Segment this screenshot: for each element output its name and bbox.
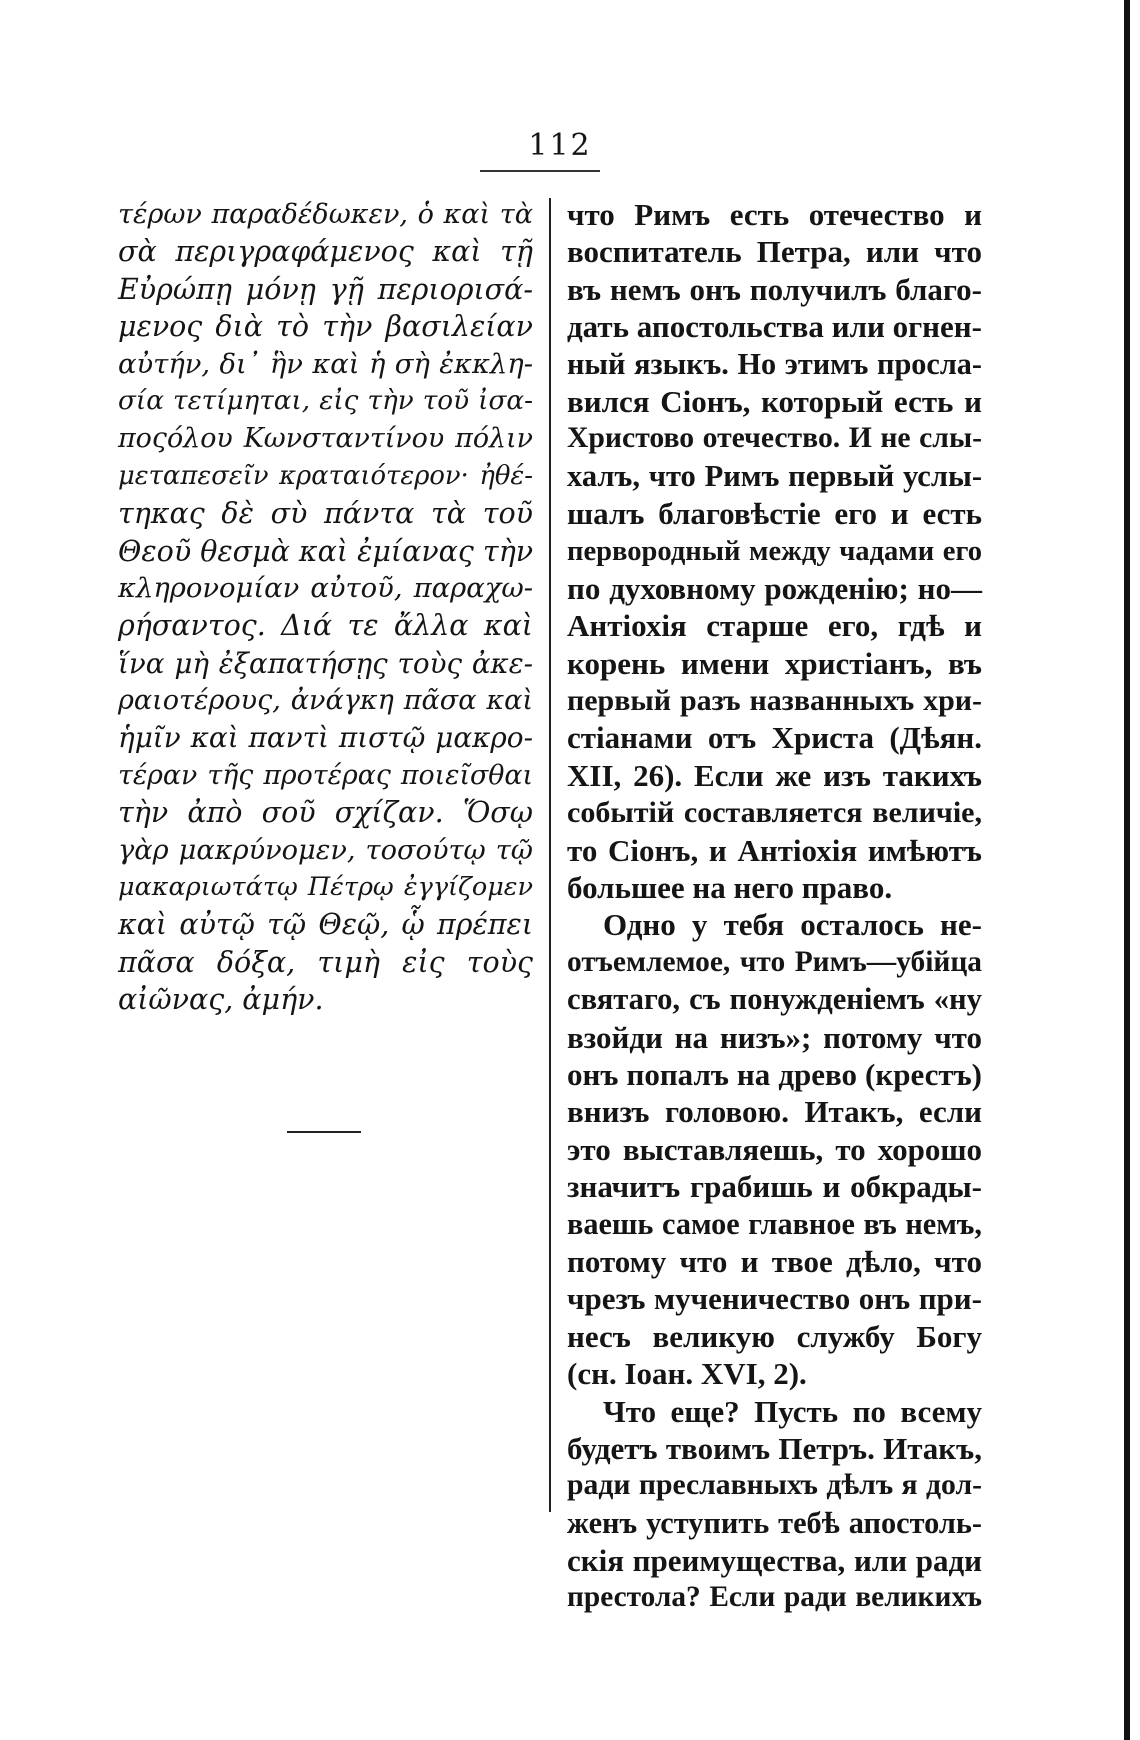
russian-line: будетъ твоимъ Петръ. Итакъ,: [567, 1430, 982, 1466]
russian-line: ный языкъ. Но этимъ просла-: [567, 346, 982, 381]
russian-line: значитъ грабишь и обкрады-: [567, 1169, 982, 1205]
russian-line: шалъ благовѣстіе его и есть: [567, 496, 982, 532]
greek-line: ρήσαντος. Διά τε ἄλλα καὶ: [118, 609, 533, 643]
russian-line: по духовному рожденію; но—: [567, 570, 982, 606]
russian-line: XII, 26). Если же изъ такихъ: [567, 757, 982, 793]
greek-line: σὰ περιγραφάμενος καὶ τῇ: [118, 235, 533, 269]
greek-line: ἵνα μὴ ἐξαπατήσῃς τοὺς ἀκε-: [118, 646, 533, 680]
russian-line: внизъ головою. Итакъ, если: [567, 1094, 982, 1130]
russian-line: воспитатель Петра, или что: [567, 234, 982, 270]
russian-line: женъ уступить тебѣ апостоль-: [567, 1505, 982, 1540]
greek-line: ἡμῖν καὶ παντὶ πιστῷ μακρο-: [118, 721, 533, 755]
greek-line: Εὐρώπῃ μόνῃ γῇ περιορισά-: [118, 272, 533, 306]
greek-line: γὰρ μακρύνομεν, τοσούτῳ τῷ: [118, 834, 533, 866]
greek-line: Θεοῦ θεσμὰ καὶ ἐμίανας τὴν: [118, 534, 534, 568]
russian-line: стіанами отъ Христа (Дѣян.: [567, 720, 982, 756]
russian-line: то Сіонъ, и Антіохія имѣютъ: [567, 832, 982, 868]
russian-line: святаго, съ понужденіемъ «ну: [567, 982, 982, 1017]
greek-line: ποςόλου Κωνσταντίνου πόλιν: [118, 423, 533, 455]
russian-line: первородный между чадами его: [567, 535, 982, 567]
greek-line: σία τετίμηται, εἰς τὴν τοῦ ἰσα-: [118, 385, 533, 416]
greek-column: [118, 196, 533, 1019]
page-edge-shadow: [1124, 0, 1130, 1740]
russian-column: [567, 196, 982, 1617]
greek-line-last: αἰῶνας, ἀμήν.: [118, 983, 324, 1017]
russian-line: это выставляешь, то хорошо: [567, 1131, 982, 1167]
russian-paragraph-end: (сн. Іоан. XVI, 2).: [567, 1356, 807, 1392]
column-divider: [549, 198, 551, 1512]
russian-line: корень имени христіанъ, въ: [567, 645, 982, 681]
greek-line: τέρων παραδέδωκεν, ὁ καὶ τὰ: [118, 199, 533, 230]
russian-line: чрезъ мученичество онъ при-: [567, 1281, 982, 1317]
russian-paragraph-start: Что еще? Пусть по всему: [603, 1393, 982, 1429]
greek-line: τὴν ἀπὸ σοῦ σχίζαν. Ὅσῳ: [118, 796, 533, 830]
russian-line: онъ попалъ на древо (крестъ): [567, 1056, 982, 1092]
russian-line: ради преславныхъ дѣлъ я дол-: [567, 1469, 982, 1502]
russian-line: событій составляется величіе,: [567, 796, 982, 830]
greek-line: αὐτήν, δι᾽ ἣν καὶ ἡ σὴ ἐκκλη-: [118, 348, 533, 380]
greek-line: καὶ αὐτῷ τῷ Θεῷ, ᾧ πρέπει: [118, 908, 533, 942]
greek-line: τηκας δὲ σὺ πάντα τὰ τοῦ: [118, 497, 533, 531]
russian-line: что Римъ есть отечество и: [567, 197, 982, 232]
russian-line: халъ, что Римъ первый услы-: [567, 458, 982, 493]
russian-line: скія преимущества, или ради: [567, 1543, 982, 1579]
russian-line: престола? Если ради великихъ: [567, 1581, 982, 1614]
greek-line: μακαριωτάτῳ Πέτρῳ ἐγγίζομεν: [118, 872, 533, 903]
greek-line: μενος διὰ τὸ τὴν βασιλείαν: [118, 310, 533, 344]
russian-line: несъ великую службу Богу: [567, 1318, 982, 1354]
page-number-rule: [480, 170, 600, 172]
russian-paragraph-end: большее на него право.: [567, 870, 893, 906]
page-number: 112: [528, 128, 592, 163]
russian-line: потому что и твое дѣло, что: [567, 1243, 982, 1279]
russian-line: вился Сіонъ, который есть и: [567, 383, 982, 419]
russian-paragraph-start: Одно у тебя осталось не-: [603, 907, 982, 943]
greek-line: ραιοτέρους, ἀνάγκη πᾶσα καὶ: [118, 685, 533, 717]
russian-line: взойди на низъ»; потому что: [567, 1019, 982, 1055]
greek-line: τέραν τῆς προτέρας ποιεῖσθαι: [118, 759, 533, 791]
greek-line: πᾶσα δόξα, τιμὴ εἰς τοὺς: [118, 945, 533, 979]
russian-line: Христово отечество. И не слы-: [567, 422, 982, 455]
russian-line: первый разъ названныхъ хри-: [567, 684, 982, 718]
russian-line: дать апостольства или огнен-: [567, 309, 982, 345]
greek-line: κληρονομίαν αὐτοῦ, παραχω-: [118, 572, 533, 604]
russian-line: ваешь самое главное въ немъ,: [567, 1206, 982, 1241]
russian-line: въ немъ онъ получилъ благо-: [567, 271, 982, 307]
section-end-rule: [287, 1131, 361, 1133]
russian-line: отъемлемое, что Римъ—убійца: [567, 945, 982, 978]
russian-line: Антіохія старше его, гдѣ и: [567, 608, 982, 644]
greek-line: μεταπεσεῖν κραταιότερον· ἠθέ-: [118, 460, 533, 491]
